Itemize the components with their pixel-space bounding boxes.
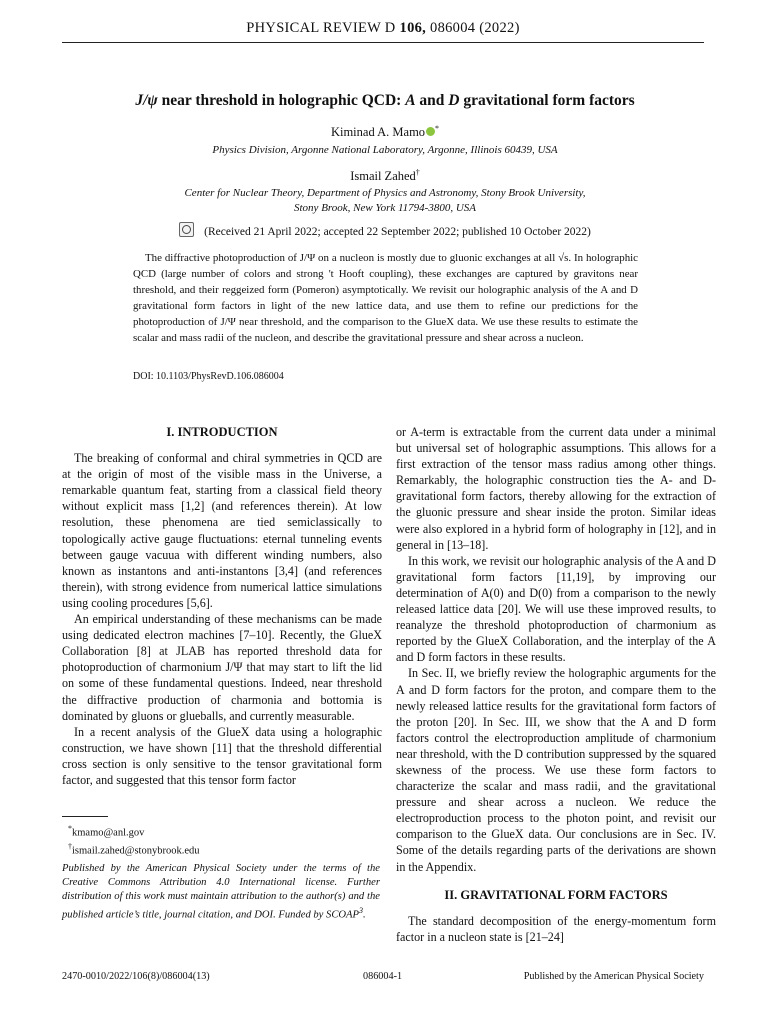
affiliation-2-line-1: Center for Nuclear Theory, Department of Physics and Astronomy, Stony Brook University, — [184, 187, 586, 199]
footnote-2[interactable] — [62, 840, 199, 858]
title-and: and — [419, 92, 445, 109]
article-number: 086004 (2022) — [430, 20, 520, 36]
received-text: (Received 21 April 2022; accepted 22 September 2022; published 10 October 2022) — [204, 226, 591, 238]
paragraph: The breaking of conformal and chiral symmetries in QCD are at the origin of most of the visible mass in the Universe, a remarkable quantum feat, starting from a classical field theory without explicit mass [1,2] (and references therein). At low resolution, these phenomena are tied semiclassically to topologically active gauge fluctuations: eternal tunneling events between gauge vacuua with different winding numbers, also known as instantons and anti-instantons [3,4] (and references therein), with strong evidence from numerical lattice simulations using cooling procedures [5,6]. — [62, 451, 382, 610]
footnote-mark: † — [68, 842, 72, 851]
footnote-email: kmamo@anl.gov — [72, 827, 145, 839]
license-end: . — [363, 909, 366, 921]
section-heading-gravitational-form-factors: II. GRAVITATIONAL FORM FACTORS — [444, 887, 668, 902]
running-head — [62, 20, 704, 43]
license-link[interactable]: Creative Commons Attribution 4.0 International — [62, 877, 296, 888]
license-text: Published by the American Physical Society under the terms of the — [62, 863, 380, 874]
paragraph: In a recent analysis of the GlueX data using a holographic construction, we have shown [11] that the threshold differential cross section is only sensitive to the tensor gravitational form factor, and suggested that this tensor form factor — [62, 724, 382, 787]
author-name: Kiminad A. Mamo — [330, 125, 426, 140]
affiliation-2 — [40, 186, 730, 216]
section-heading-introduction: I. INTRODUCTION — [166, 425, 278, 439]
received-dates — [40, 222, 730, 238]
check-for-updates-icon[interactable] — [179, 222, 194, 237]
paragraph: The standard decomposition of the energy-momentum form factor in a nucleon state is [21–24] — [396, 913, 716, 944]
doi-link[interactable]: DOI: 10.1103/PhysRevD.106.086004 — [133, 371, 284, 382]
right-column — [396, 424, 716, 945]
footer-issn: 2470-0010/2022/106(8)/086004(13) — [62, 971, 210, 982]
affiliation-2-line-2: Stony Brook, New York 11794-3800, USA — [294, 202, 476, 214]
title-psi: J/ψ — [135, 92, 158, 109]
author-mark: * — [435, 124, 440, 133]
footnote-email: ismail.zahed@stonybrook.edu — [72, 845, 200, 857]
footnotes — [62, 822, 199, 858]
paper-title — [40, 92, 730, 110]
affiliation-1: Physics Division, Argonne National Laboratory, Argonne, Illinois 60439, USA — [212, 144, 558, 156]
paragraph: or A-term is extractable from the current data under a minimal but universal set of holographic assumptions. This allows for a first extraction of the tensor mass radius among other things. Remarkably, the holographic construction ties the A- and D-gravitational form factors, thereby allowing for the extraction of the gluonic pressure and shear inside the proton. Similar ideas were also explored in a hybrid form of holography in [12], and in general in [13–18]. — [396, 425, 716, 552]
footnote-rule — [62, 816, 108, 817]
journal-name: PHYSICAL REVIEW D — [246, 20, 396, 36]
footnote-mark: * — [68, 824, 72, 833]
journal-volume: 106, — [399, 20, 427, 36]
license-sup: 3 — [359, 906, 363, 915]
author-1 — [40, 124, 730, 140]
footnote-1[interactable] — [62, 822, 199, 840]
left-column — [62, 424, 382, 788]
footer-page-number: 086004-1 — [363, 971, 403, 982]
orcid-icon[interactable] — [426, 127, 435, 136]
license-rest: license. Further distribution of this work must maintain attribution to the author(s) and the published article’s title, journal citation, and DOI. Funded by SCOAP — [62, 877, 380, 921]
author-mark: † — [415, 168, 420, 177]
title-post: gravitational form factors — [463, 92, 635, 109]
author-2 — [40, 168, 730, 184]
license-statement — [62, 862, 380, 923]
title-pre: near threshold in holographic QCD: — [161, 92, 402, 109]
paragraph: In Sec. II, we briefly review the holographic arguments for the A and D form factors for the proton, and compare them to the newly released lattice results for the gravitational form factors of the proton [20]. In Sec. III, we show that the A and D form factors control the electroproduction amplitude of charmonium near threshold, with the D contribution suppressed by the squared skewness of the process. We use these form factors to characterize the scalar and mass radii, and the gravitational pressure and shear across a nucleon. We reduce the electroproduction process to the photon point, and revisit our comparison to the GlueX data. Our conclusions are in Sec. IV. Some of the details regarding parts of the derivations are shown in the Appendix. — [396, 666, 716, 874]
title-a: A — [405, 92, 416, 109]
paragraph: In this work, we revisit our holographic analysis of the A and D gravitational form factors [11,19], by improving our determination of A(0) and D(0) from a comparison to the newly released lattice data [20]. We will use these improved results, to reanalyze the threshold photoproduction of charmonium as reported by the GlueX Collaboration, and the interplay of the A and D form factors in these results. — [396, 553, 716, 665]
paragraph: An empirical understanding of these mechanisms can be made using dedicated electron machines [7–10]. Recently, the GlueX Collaboration [8] at JLAB has reported threshold data for photoproduction of charmonium J/Ψ that may start to lift the lid on some of these fundamental questions. Indeed, near threshold the diffractive production of charmonia and bottomia is dominated by gluons or glueballs, and currently measurable. — [62, 612, 382, 723]
footer-publisher: Published by the American Physical Society — [523, 971, 704, 982]
title-d: D — [448, 92, 460, 109]
author-name: Ismail Zahed — [350, 169, 416, 184]
abstract: The diffractive photoproduction of J/Ψ on a nucleon is mostly due to gluonic exchanges at all √s. In holographic QCD (large number of colors and strong 't Hooft coupling), these exchanges are captured by gravitons near threshold, and their reggeized form (Pomeron) asymptotically. We revisit our holographic analysis of the A and D gravitational form factors in light of the new lattice data, and use them to refine our predictions for the photoproduction of J/Ψ near threshold, and the comparison to the GlueX data. We use these results to estimate the scalar and mass radii of the nucleon, and describe the gravitational pressure and shear across a nucleon. — [133, 252, 638, 344]
